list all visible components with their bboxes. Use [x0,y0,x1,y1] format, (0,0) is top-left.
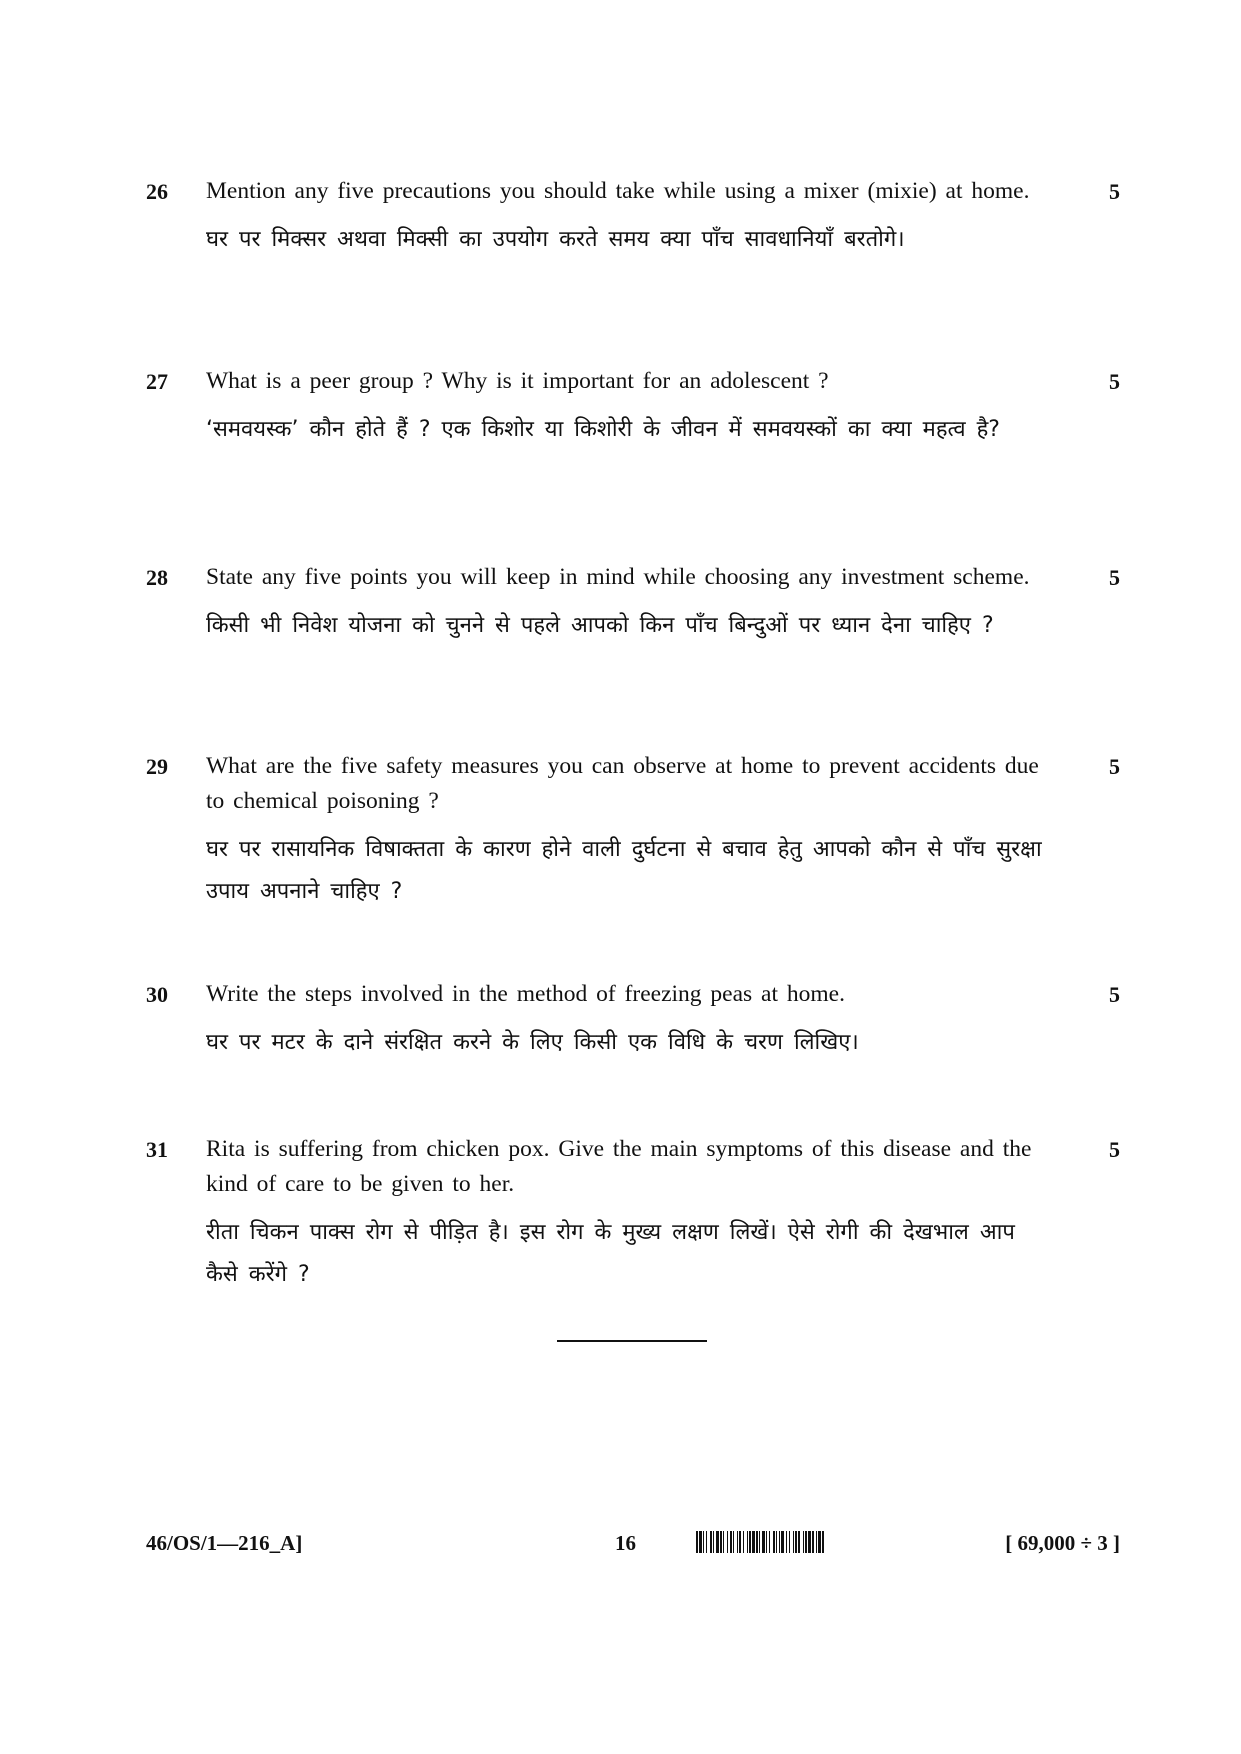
print-quantity: [ 69,000 ÷ 3 ] [1005,1531,1120,1555]
question-body [206,174,1056,261]
question-text-hindi: घर पर मिक्सर अथवा मिक्सी का उपयोग करते समय क्या पाँच सावधानियाँ बरतोगे। [206,227,905,252]
question-number: 29 [146,754,168,779]
page-number: 16 [615,1531,636,1555]
question-text-hindi: घर पर मटर के दाने संरक्षित करने के लिए किसी एक विधि के चरण लिखिए। [206,1030,859,1055]
question-text-english: Mention any five precautions you should take while using a mixer (mixie) at home. [206,178,1030,204]
question-body [206,560,1056,647]
question-marks: 5 [1109,754,1120,779]
question-text-english: State any five points you will keep in mind while choosing any investment scheme. [206,564,1030,590]
page-footer [0,1525,1241,1561]
question-body [206,977,1056,1064]
paper-code: 46/OS/1—216_A] [146,1531,303,1555]
question-text-english: Write the steps involved in the method of freezing peas at home. [206,981,845,1007]
question-number: 30 [146,982,168,1007]
question-number: 31 [146,1137,168,1162]
question-text-hindi: घर पर रासायनिक विषाक्तता के कारण होने वाली दुर्घटना से बचाव हेतु आपको कौन से पाँच सुरक्षा उपाय अपनाने चाहिए ? [206,837,1042,904]
question-number: 27 [146,369,168,394]
question-body [206,364,1056,451]
question-number: 26 [146,179,168,204]
question-text-hindi: ‘समवयस्क’ कौन होते हैं ? एक किशोर या किशोरी के जीवन में समवयस्कों का क्या महत्व है? [206,417,1000,442]
question-marks: 5 [1109,982,1120,1007]
question-marks: 5 [1109,565,1120,590]
question-body [206,1132,1056,1296]
question-number: 28 [146,565,168,590]
question-body [206,749,1056,913]
question-text-english: What are the five safety measures you can observe at home to prevent accidents due to chemical poisoning ? [206,753,1039,814]
end-of-paper-rule [557,1340,707,1342]
question-marks: 5 [1109,179,1120,204]
question-text-hindi: किसी भी निवेश योजना को चुनने से पहले आपको किन पाँच बिन्दुओं पर ध्यान देना चाहिए ? [206,613,994,638]
question-marks: 5 [1109,369,1120,394]
barcode-icon [696,1531,960,1553]
question-text-hindi: रीता चिकन पाक्स रोग से पीड़ित है। इस रोग के मुख्य लक्षण लिखें। ऐसे रोगी की देखभाल आप कैसे करेंगे ? [206,1220,1015,1287]
question-text-english: Rita is suffering from chicken pox. Give the main symptoms of this disease and the kind of care to be given to her. [206,1136,1032,1197]
question-text-english: What is a peer group ? Why is it important for an adolescent ? [206,368,829,394]
question-marks: 5 [1109,1137,1120,1162]
